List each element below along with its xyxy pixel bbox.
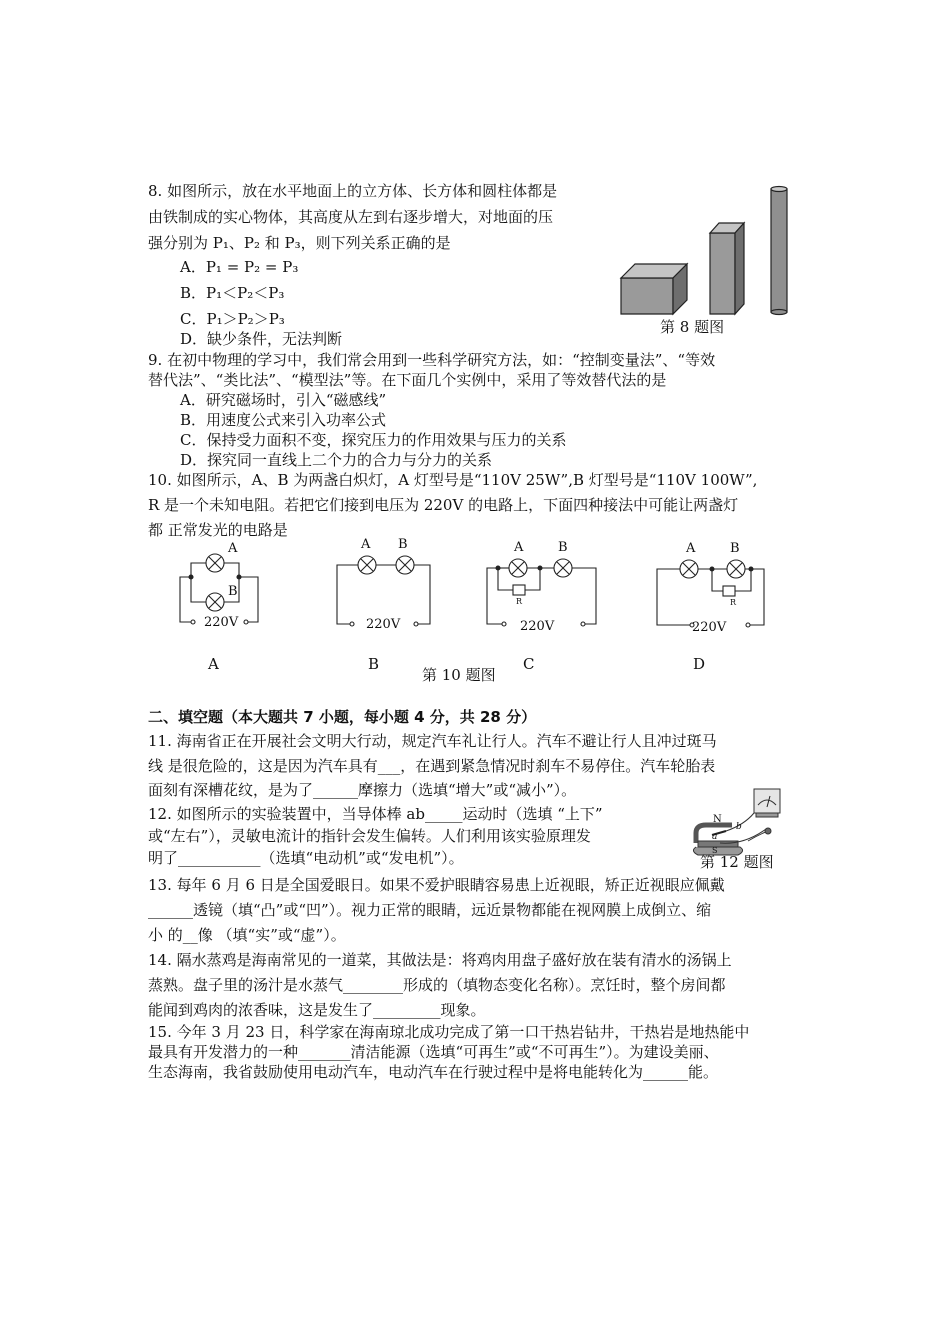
circuit-c-lamp-b-label: B [558,540,568,555]
circuit-option-letter-a: A [208,655,219,673]
q12-rod-b-label: b [736,822,742,832]
q10-line-2: R 是一个未知电阻。若把它们接到电压为 220V 的电路上，下面四种接法中可能让两盏灯 [148,496,739,514]
q12-magnet-s-label: S [712,846,718,855]
q12-line-3: 明了___________（选填“电动机”或“发电机”）。 [148,849,464,867]
q15-line-3: 生态海南，我省鼓励使用电动汽车，电动汽车在行驶过程中是将电能转化为______能。 [148,1063,719,1081]
q12-rod-a-label: a [712,832,718,842]
circuit-b-lamp-b-label: B [398,537,408,552]
q9-line-2: 替代法”、“类比法”、“模型法”等。在下面几个实例中，采用了等效替代法的是 [148,371,667,389]
q12-line-2: 或“左右”），灵敏电流计的指针会发生偏转。人们利用该实验原理发 [148,827,591,845]
circuit-option-letter-d: D [693,655,706,673]
q9-option-c: C．保持受力面积不变，探究压力的作用效果与压力的关系 [180,431,567,449]
q8-option-a: A．P₁ = P₂ = P₃ [180,258,299,276]
circuit-d-lamp-a-label: A [686,541,696,556]
q9-option-b: B．用速度公式来引入功率公式 [180,411,387,429]
q15-line-2: 最具有开发潜力的一种_______清洁能源（选填“可再生”或“不可再生”）。为建设美丽、 [148,1043,719,1061]
q8-option-d: D．缺少条件，无法判断 [180,330,343,348]
q10-figure-caption: 第 10 题图 [422,666,496,684]
q11-line-1: 11. 海南省正在开展社会文明大行动，规定汽车礼让行人。汽车不避让行人且冲过斑马 [148,732,717,750]
q8-solids-figure [615,180,805,320]
q13-line-2: ______透镜（填“凸”或“凹”）。视力正常的眼睛，远近景物都能在视网膜上成倒立、缩 [148,901,712,919]
q13-line-3: 小 的__像 （填“实”或“虚”）。 [148,926,346,944]
q9-line-1: 9. 在初中物理的学习中，我们常会用到一些科学研究方法，如：“控制变量法”、“等效 [148,351,716,369]
circuit-a-lamp-b-label: B [228,584,238,599]
circuit-option-letter-c: C [523,655,535,673]
circuit-option-letter-b: B [368,655,380,673]
circuit-b-lamp-a-label: A [361,537,371,552]
q14-line-2: 蒸熟。盘子里的汤汁是水蒸气________形成的（填物态变化名称）。烹饪时，整个房间都 [148,976,726,994]
circuit-d-resistor-label: R [730,598,737,607]
q10-line-3: 都 正常发光的电路是 [148,521,288,539]
q8-line-1: 8. 如图所示，放在水平地面上的立方体、长方体和圆柱体都是 [148,182,558,200]
q14-line-3: 能闻到鸡肉的浓香味，这是发生了_________现象。 [148,1001,486,1019]
q8-option-c: C．P₁＞P₂＞P₃ [180,310,285,328]
lamp-a-symbol [206,554,224,572]
q12-magnet-n-label: N [713,814,722,825]
q8-option-b: B．P₁＜P₂＜P₃ [180,284,285,302]
lamp-a-symbol [680,560,698,578]
resistor-symbol [513,585,525,595]
circuit-a-lamp-a-label: A [228,541,238,556]
q13-line-1: 13. 每年 6 月 6 日是全国爱眼日。如果不爱护眼睛容易患上近视眼，矫正近视眼应佩戴 [148,876,725,894]
circuit-a-voltage-label: 220V [204,615,239,630]
circuit-c-lamp-a-label: A [514,540,524,555]
q9-option-a: A．研究磁场时，引入“磁感线” [180,391,387,409]
cube-shape [621,264,687,314]
circuit-b-voltage-label: 220V [366,617,401,632]
cylinder-shape [771,187,787,315]
q8-line-3: 强分别为 P₁、P₂ 和 P₃，则下列关系正确的是 [148,234,451,252]
q9-option-d: D．探究同一直线上二个力的合力与分力的关系 [180,451,493,469]
q8-figure-caption: 第 8 题图 [660,318,725,336]
circuit-c-resistor-label: R [516,597,523,606]
lamp-b-symbol [396,556,414,574]
q15-line-1: 15. 今年 3 月 23 日，科学家在海南琼北成功完成了第一口干热岩钻井，干热岩是地热能中 [148,1023,750,1041]
lamp-b-symbol [727,560,745,578]
q10-line-1: 10. 如图所示，A、B 为两盏白炽灯，A 灯型号是“110V 25W”,B 灯型号是“110V 100W”, [148,471,758,489]
q8-line-2: 由铁制成的实心物体，其高度从左到右逐步增大，对地面的压 [148,208,554,226]
q12-line-1: 12. 如图所示的实验装置中，当导体棒 ab_____运动时（选填 “上下” [148,805,603,823]
lamp-a-symbol [358,556,376,574]
circuit-d-lamp-b-label: B [730,541,740,556]
lamp-b-symbol [206,593,224,611]
section-2-title: 二、填空题（本大题共 7 小题，每小题 4 分，共 28 分） [148,708,537,726]
resistor-symbol [723,586,735,596]
lamp-b-symbol [554,559,572,577]
q12-figure-caption: 第 12 题图 [700,853,774,871]
q11-line-2: 线 是很危险的，这是因为汽车具有___，在遇到紧急情况时刹车不易停住。汽车轮胎表 [148,757,716,775]
q11-line-3: 面刻有深槽花纹，是为了______摩擦力（选填“增大”或“减小”）。 [148,781,577,799]
lamp-a-symbol [509,559,527,577]
circuit-c-voltage-label: 220V [520,619,555,634]
q14-line-1: 14. 隔水蒸鸡是海南常见的一道菜，其做法是：将鸡肉用盘子盛好放在装有清水的汤锅上 [148,951,732,969]
galvanometer-icon [754,789,780,817]
cuboid-shape [710,223,744,314]
circuit-d-voltage-label: 220V [692,620,727,635]
